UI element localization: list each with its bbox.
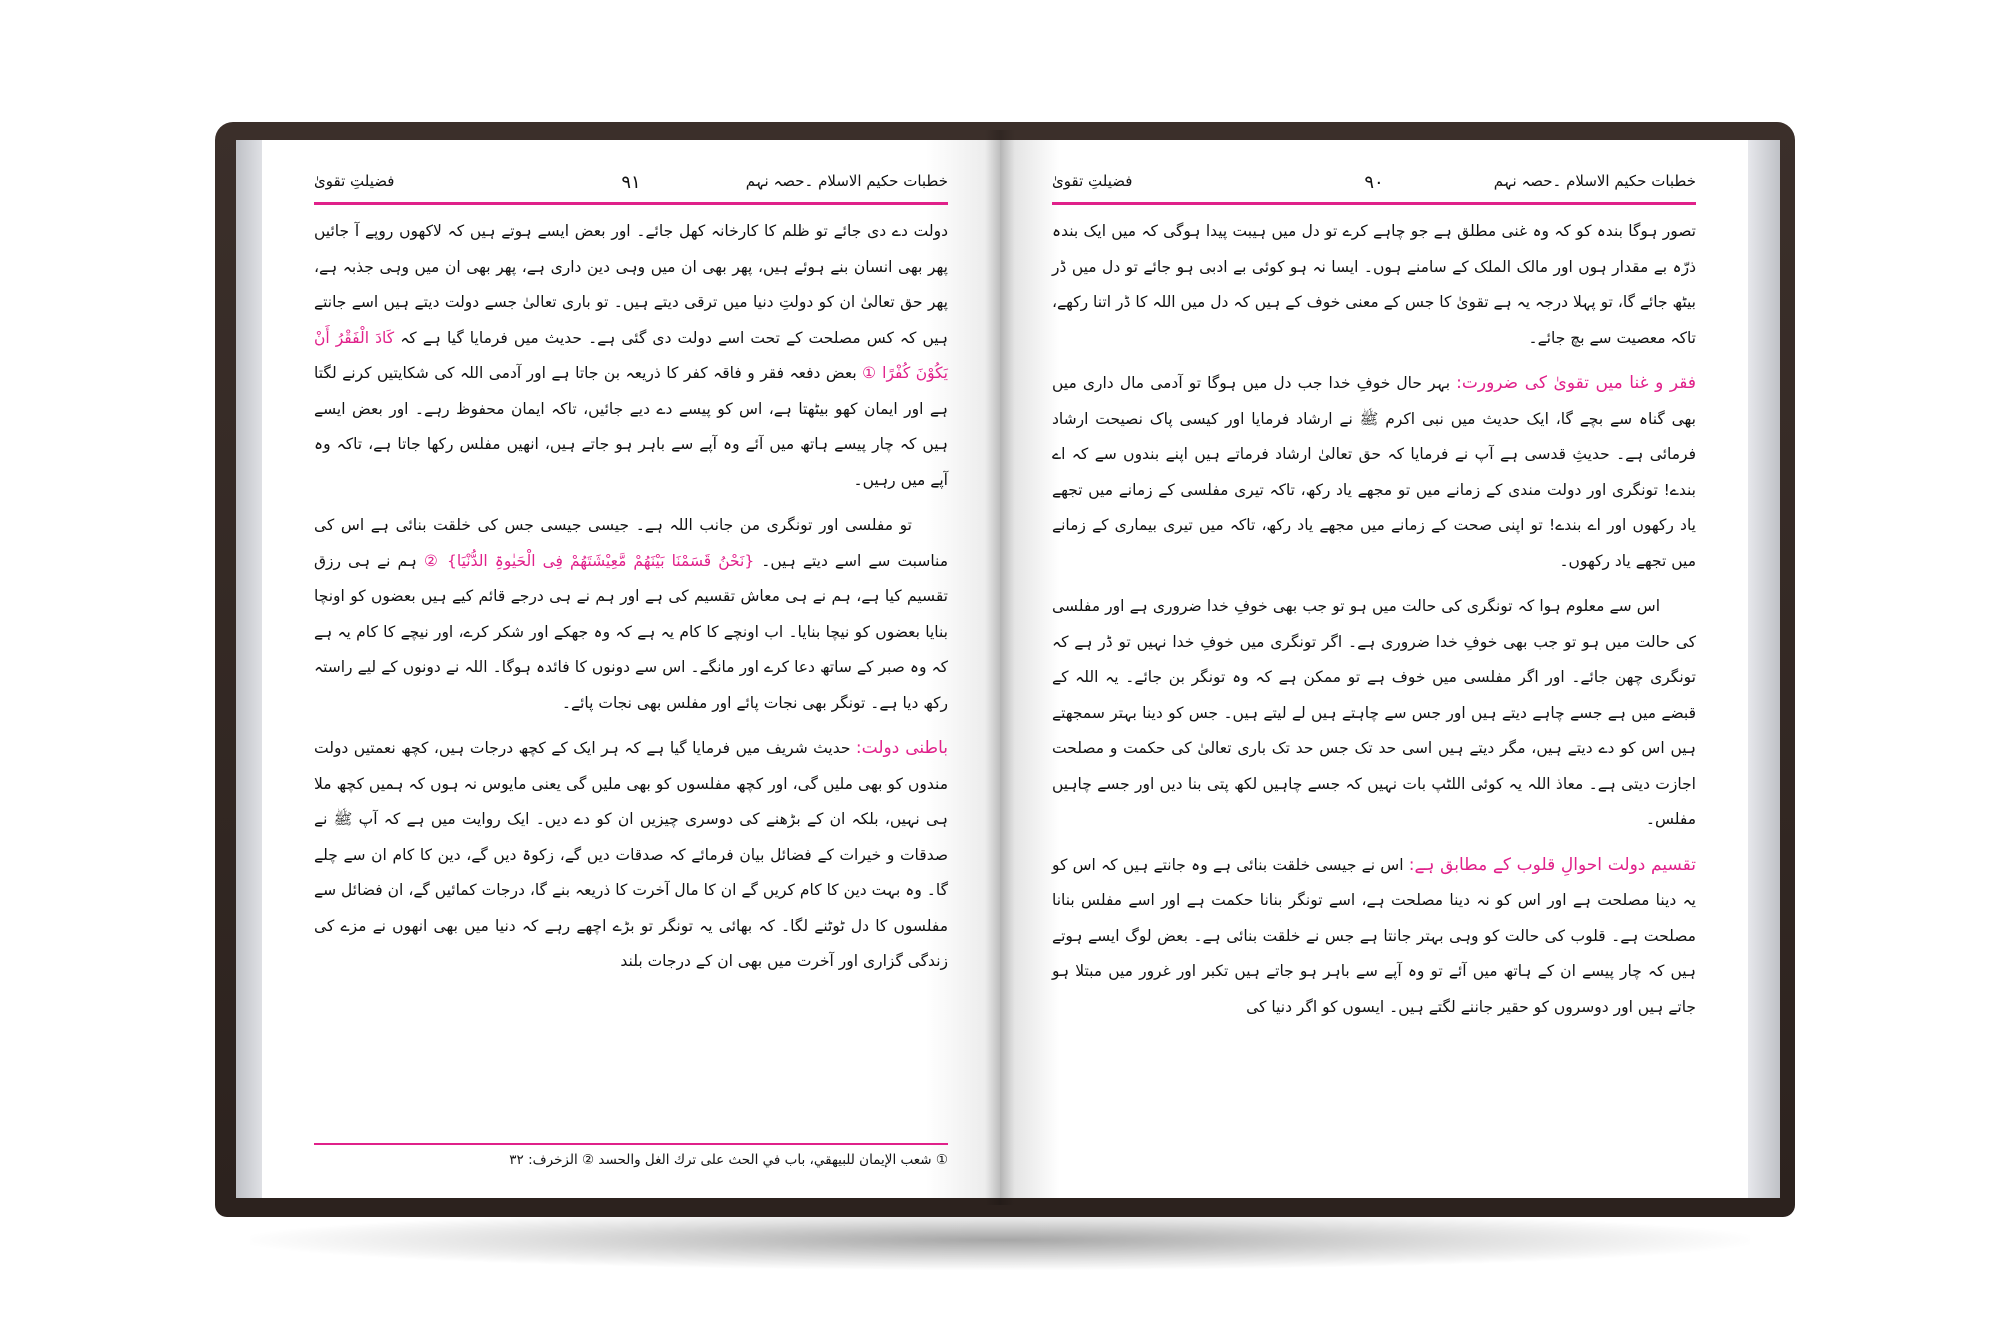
book-spine-shadow: [985, 130, 1015, 1205]
footnote: ① شعب الإيمان للبيهقي، باب في الحث على ترك الغل والحسد ② الزخرف: ۳۲: [509, 1152, 948, 1168]
section-heading: تقسیم دولت احوالِ قلوب کے مطابق ہے:: [1408, 854, 1696, 875]
arabic-quote: کَادَ الْفَقْرُ أَنْ یَکُوْنَ کُفْرًا: [314, 328, 948, 382]
page-number: ۹۰: [1364, 172, 1384, 193]
left-page-header: [314, 172, 948, 200]
book-title: خطبات حکیم الاسلام ۔حصہ نہم: [1493, 172, 1696, 190]
page-edge-right: [1746, 140, 1780, 1198]
right-page-content: [1052, 214, 1696, 1035]
header-rule: [1052, 202, 1696, 205]
header-rule: [314, 202, 948, 205]
paragraph: تقسیم دولت احوالِ قلوب کے مطابق ہے: اس نے جیسی خلقت بنائی ہے وہ جانتے ہیں کہ اس کو یہ دینا مصلحت ہے اور اس کو نہ دینا مصلحت ہے، اسے تونگر بنانا حکمت ہے اور اسے مفلس بنانا مصلحت ہے۔ قلوب کی حالت کو وہی بہتر جانتا ہے جس نے خلقت بنائی ہے۔ بعض لوگ ایسے ہوتے ہیں کہ چار پیسے ان کے ہاتھ میں آئے تو وہ آپے سے باہر ہو جاتے ہیں تکبر اور غرور میں مبتلا ہو جاتے ہیں اور دوسروں کو حقیر جاننے لگتے ہیں۔ ایسوں کو اگر دنیا کی: [1052, 854, 1696, 1016]
footnote-marker: ②: [423, 551, 440, 570]
paragraph: تصور ہوگا بندہ کو کہ وہ غنی مطلق ہے جو چاہے کرے تو دل میں ہیبت پیدا ہوگی کہ میں ایک بندہ ذرّہ بے مقدار ہوں اور مالک الملک کے سامنے ہوں۔ ایسا نہ ہو کوئی بے ادبی ہو جائے تو دل میں ڈر بیٹھ جائے گا، تو پہلا درجہ یہ ہے تقویٰ کا جس کے معنی خوف کے ہیں کہ دل میں اللہ کا ڈر اتنا رکھے، تاکہ معصیت سے بچ جائے۔: [1052, 222, 1696, 347]
paragraph: فقر و غنا میں تقویٰ کی ضرورت: بہر حال خوفِ خدا جب دل میں ہوگا تو آدمی مال داری میں بھی گناہ سے بچے گا، ایک حدیث میں نبی اکرم ﷺ نے ارشاد فرمایا اور کیسی پاک نصیحت ارشاد فرمائی ہے۔ حدیثِ قدسی ہے آپ نے فرمایا کہ حق تعالیٰ ارشاد فرماتے ہیں اپنے بندوں سے کہ اے بندے! تونگری اور دولت مندی کے زمانے میں تو مجھے یاد رکھ، تاکہ تیری مفلسی کے زمانے میں تجھے یاد رکھوں اور اے بندے! تو اپنی صحت کے زمانے میں مجھے یاد رکھ، تاکہ میں تیری بیماری کے زمانے میں تجھے یاد رکھوں۔: [1052, 373, 1696, 570]
left-page: [262, 140, 1000, 1198]
page-number: ۹۱: [621, 172, 641, 193]
right-page-header: [1052, 172, 1696, 200]
section-heading: فقر و غنا میں تقویٰ کی ضرورت:: [1456, 373, 1696, 393]
paragraph: دولت دے دی جائے تو ظلم کا کارخانہ کھل جائے۔ اور بعض ایسے ہوتے ہیں کہ لاکھوں روپے آ جائیں پھر بھی انسان بنے ہوئے ہیں، پھر بھی ان میں وہی دین داری ہے، پھر بھی ان میں وہی جذبہ ہے، پھر حق تعالیٰ ان کو دولتِ دنیا میں ترقی دیتے ہیں۔ تو باری تعالیٰ جسے دولت دیتے ہیں اسے جانتے ہیں کہ کس مصلحت کے تحت اسے دولت دی گئی ہے۔ حدیث میں فرمایا گیا ہے کہ کَادَ الْفَقْرُ أَنْ یَکُوْنَ کُفْرًا ① بعض دفعہ فقر و فاقہ کفر کا ذریعہ بن جاتا ہے اور آدمی اللہ کی شکایتیں کرنے لگتا ہے اور ایمان کھو بیٹھتا ہے، اس کو پیسے دے دیے جائیں، تاکہ ایمان محفوظ رہے۔ اور بعض ایسے ہیں کہ چار پیسے ہاتھ میں آئے وہ آپے سے باہر ہو جاتے ہیں، انھیں مفلس رکھا جاتا ہے، تاکہ وہ آپے میں رہیں۔: [314, 222, 949, 489]
section-name: فضیلتِ تقویٰ: [314, 172, 395, 190]
right-page: [1000, 140, 1748, 1198]
footnote-rule: [314, 1143, 948, 1145]
book-shadow: [250, 1210, 1750, 1270]
section-heading: باطنی دولت:: [855, 738, 948, 758]
quran-verse: {نَحْنُ قَسَمْنَا بَیْنَھُمْ مَّعِیْشَتَھُمْ فِی الْحَیٰوۃِ الدُّنْیَا}: [447, 551, 755, 570]
paragraph: باطنی دولت: حدیث شریف میں فرمایا گیا ہے کہ ہر ایک کے کچھ درجات ہیں، کچھ نعمتیں دولت مندوں کو بھی ملیں گی، اور کچھ مفلسوں کو بھی ملیں گی یعنی مایوس نہ ہوں کہ ہمیں کچھ ملا ہی نہیں، بلکہ ان کے بڑھنے کی دوسری چیزیں ان کو دے دیں۔ ایک روایت میں ہے کہ آپ ﷺ نے صدقات و خیرات کے فضائل بیان فرمائے کہ صدقات دیں گے، زکوۃ دیں گے، دین کا کام ان سے چلے گا۔ وہ بہت دین کا کام کریں گے ان کا مال آخرت کا ذریعہ بنے گا، درجات کمائیں گے، ان فضائل سے مفلسوں کا دل ٹوٹنے لگا۔ کہ بھائی یہ تونگر تو بڑے اچھے رہے کہ دنیا میں بھی انھوں نے مزے کی زندگی گزاری اور آخرت میں بھی ان کے درجات بلند: [314, 738, 948, 970]
footnote-marker: ①: [862, 364, 877, 382]
book-title: خطبات حکیم الاسلام ۔حصہ نہم: [745, 172, 948, 190]
section-name: فضیلتِ تقویٰ: [1052, 172, 1133, 190]
paragraph: اس سے معلوم ہوا کہ تونگری کی حالت میں ہو تو جب بھی خوفِ خدا ضروری ہے اور مفلسی کی حالت میں ہو تو جب بھی خوفِ خدا ضروری ہے۔ اگر تونگری میں خوفِ خدا نہیں تو ڈر ہے کہ تونگری چھن جائے۔ اور اگر مفلسی میں خوف ہے تو ممکن ہے کہ وہ تونگر بن جائے۔ یہ اللہ کے قبضے میں ہے جسے چاہے دیتے ہیں اور جس سے چاہتے ہیں لے لیتے ہیں۔ جس کو دینا بہتر سمجھتے ہیں اس کو دے دیتے ہیں، مگر دیتے ہیں اسی حد تک جس حد تک باری تعالیٰ کی حکمت و مصلحت اجازت دیتی ہے۔ معاذ اللہ یہ کوئی اللٹپ بات نہیں کہ جسے چاہیں لکھ پتی بنا دیں اور جسے چاہیں مفلس۔: [1052, 597, 1696, 828]
paragraph: تو مفلسی اور تونگری من جانب اللہ ہے۔ جیسی جیسی جس کی خلقت بنائی ہے اس کی مناسبت سے اسے دیتے ہیں۔ {نَحْنُ قَسَمْنَا بَیْنَھُمْ مَّعِیْشَتَھُمْ فِی الْحَیٰوۃِ الدُّنْیَا} ② ہم نے ہی رزق تقسیم کیا ہے، ہم نے ہی معاش تقسیم کی ہے اور ہم نے ہی درجے قائم کیے ہیں بعضوں کو اونچا بنایا بعضوں کو نیچا بنایا۔ اب اونچے کا کام یہ ہے کہ وہ جھکے اور شکر کرے، اور نیچے کا کام یہ ہے کہ وہ صبر کے ساتھ دعا کرے اور مانگے۔ اس سے دونوں کا فائدہ ہوگا۔ اللہ نے دونوں کے لیے راستہ رکھ دیا ہے۔ تونگر بھی نجات پائے اور مفلس بھی نجات پائے۔: [314, 516, 949, 712]
left-page-content: [314, 214, 948, 990]
